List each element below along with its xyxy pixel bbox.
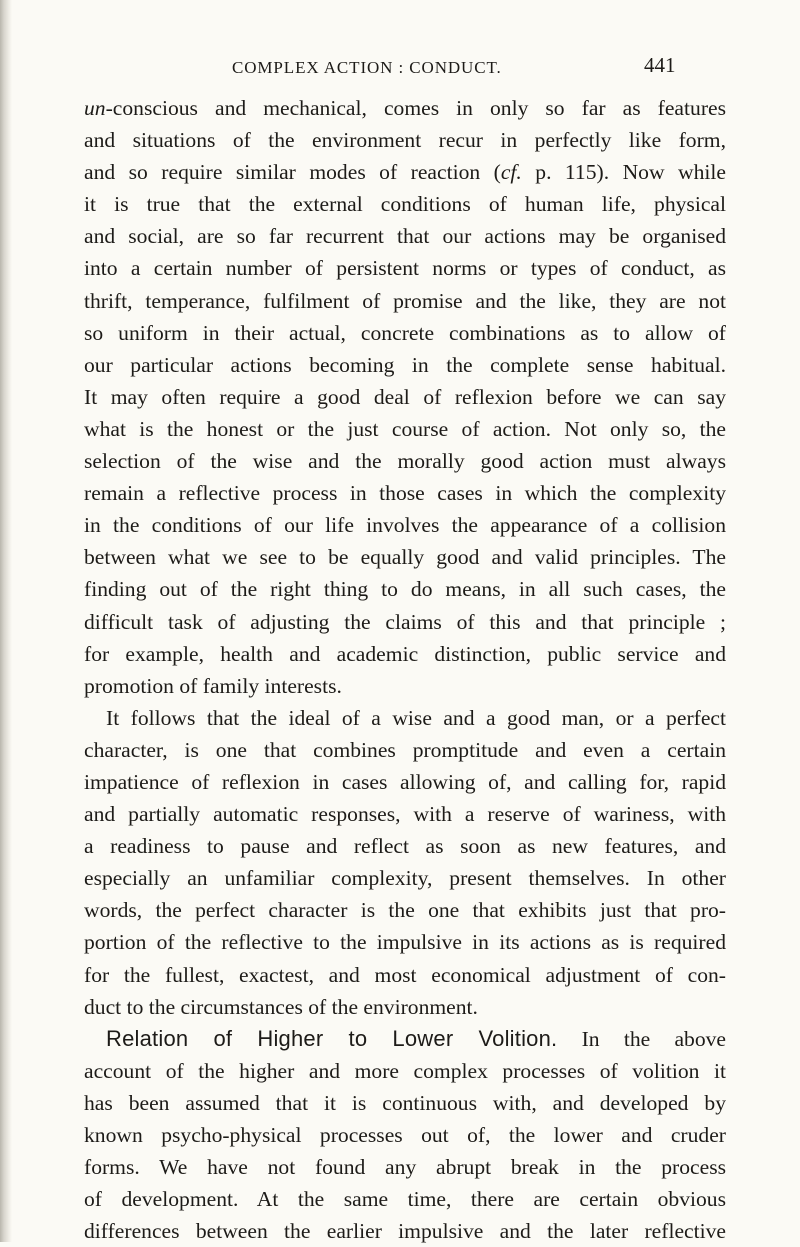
text-line: has been assumed that it is continuous with, and developed by	[84, 1090, 726, 1115]
section-start-line	[84, 1023, 726, 1055]
page-number: 441	[644, 53, 676, 77]
text-line: known psycho-physical processes out of, the lower and cruder	[84, 1123, 726, 1147]
text-line: character, is one that combines promptitude and even a certain	[84, 737, 726, 762]
text-line: differences between the earlier impulsive and the later reflective	[84, 1219, 726, 1244]
body-text	[84, 92, 726, 1247]
text-line: and partially automatic responses, with a reserve of wariness, with	[84, 802, 726, 827]
line-text: conscious and mechanical, comes in only so far as features	[112, 96, 726, 120]
italic-prefix: un-	[84, 96, 113, 120]
text-line: especially an unfamiliar complexity, present themselves. In other	[84, 866, 726, 891]
text-line: and situations of the environment recur in perfectly like form,	[84, 128, 726, 153]
text-line: and social, are so far recurrent that our actions may be organised	[84, 224, 726, 249]
text-line	[84, 92, 726, 124]
text-line: finding out of the right thing to do means, in all such cases, the	[84, 577, 726, 602]
text-line: difficult task of adjusting the claims of this and that principle ;	[84, 609, 726, 634]
page-header	[0, 50, 800, 84]
page-gutter-shadow	[0, 0, 12, 1242]
text-line: account of the higher and more complex processes of volition it	[84, 1058, 726, 1083]
text-line: impatience of reflexion in cases allowing of, and calling for, rapid	[84, 769, 726, 794]
line-text: and so require similar modes of reaction (	[84, 160, 501, 185]
text-line: it is true that the external conditions of human life, physical	[84, 192, 726, 217]
text-line: for the fullest, exactest, and most economical adjustment of con-	[84, 962, 726, 987]
text-line: our particular actions becoming in the complete sense habitual.	[84, 352, 726, 377]
text-line: portion of the reflective to the impulsive in its actions as is required	[84, 930, 726, 955]
text-line: forms. We have not found any abrupt break in the process	[84, 1155, 726, 1180]
text-line	[84, 156, 726, 188]
italic-abbreviation: cf.	[500, 160, 522, 185]
text-line: for example, health and academic distinction, public service and	[84, 641, 726, 666]
text-line: It may often require a good deal of reflexion before we can say	[84, 384, 726, 409]
text-line: a readiness to pause and reflect as soon as new features, and	[84, 834, 726, 859]
text-line: thrift, temperance, fulfilment of promise and the like, they are not	[84, 288, 726, 313]
text-line: what is the honest or the just course of action. Not only so, the	[84, 416, 726, 441]
line-text: p. 115). Now while	[521, 160, 726, 185]
text-line: in the conditions of our life involves the appearance of a collision	[84, 513, 726, 538]
running-head: COMPLEX ACTION : CONDUCT.	[232, 58, 502, 77]
paragraph-start-line: It follows that the ideal of a wise and a good man, or a perfect	[106, 705, 726, 730]
text-line: words, the perfect character is the one that exhibits just that pro-	[84, 898, 726, 923]
text-line: into a certain number of persistent norms or types of conduct, as	[84, 256, 726, 281]
section-heading: Relation of Higher to Lower Volition.	[106, 1025, 558, 1051]
text-line: remain a reflective process in those cases in which the complexity	[84, 481, 726, 506]
paragraph-end-line: promotion of family interests.	[84, 673, 342, 698]
text-line: between what we see to be equally good and valid principles. The	[84, 545, 726, 570]
text-line: of development. At the same time, there are certain obvious	[84, 1187, 726, 1212]
text-line: so uniform in their actual, concrete combinations as to allow of	[84, 320, 726, 345]
paragraph-end-line: duct to the circumstances of the environment.	[84, 994, 478, 1019]
line-text: In the above	[557, 1026, 727, 1051]
text-line: selection of the wise and the morally good action must always	[84, 449, 726, 474]
